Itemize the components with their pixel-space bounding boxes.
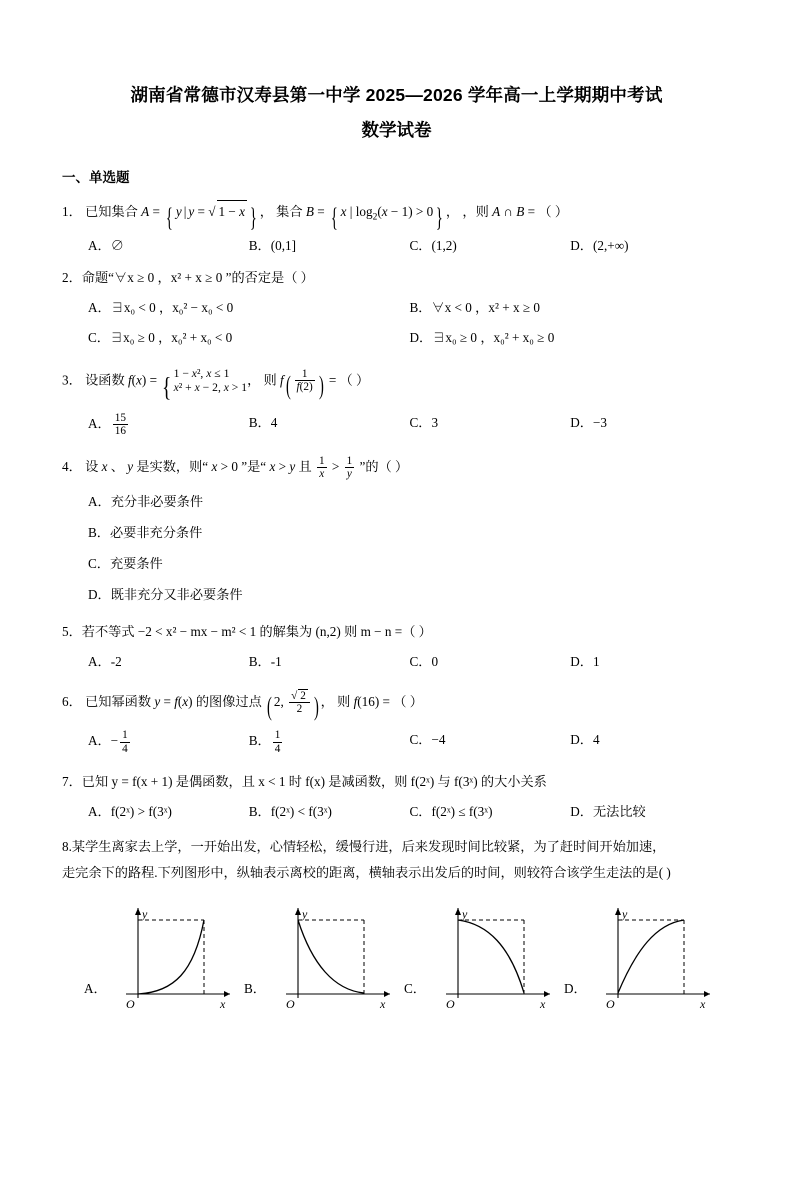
graph-c-svg (428, 898, 558, 1008)
option-c[interactable]: C．∃x₀ ≥ 0 ，x₀² + x₀ < 0 (88, 330, 233, 346)
question-3-stem: 3． 设函数 f(x) = { 1 − x², x ≤ 1 x² + x − 2, x > 1， 则 f( $\frac{1}{f(2)}$ ) = （ ） (62, 366, 370, 402)
question-2-stem-text: 命题“∀x ≥ 0 ，x² + x ≥ 0 ”的否定是（ ） (81, 270, 314, 286)
question-1-options (62, 235, 731, 256)
option-b[interactable]: B．(0,1] (248, 238, 297, 253)
title-line-1: 湖南省常德市汉寿县第一中学 2025—2026 学年高一上学期期中考试 (130, 85, 663, 105)
question-8-graph-options (62, 898, 731, 1008)
question-6-stem: 6． 已知幂函数 y = f(x) 的图像过点 ( 2, $\frac{√ 2}{2}$ ) ， 则 f(16) = （ ） (62, 689, 423, 722)
option-d[interactable]: D．−3 (570, 414, 607, 430)
question-4-options (62, 491, 731, 606)
question-3-stem-pre: 设函数 (85, 372, 125, 388)
question-3-options (62, 412, 731, 438)
question-5-number: 5． (62, 624, 82, 640)
graph-d-label: D． (564, 981, 587, 997)
option-d[interactable]: D．1 (570, 654, 600, 670)
question-6 (62, 689, 731, 755)
option-a[interactable]: A．∅ (88, 238, 124, 253)
section-heading-single-choice: 一、单选题 (62, 170, 130, 186)
option-a[interactable]: A．充分非必要条件 (88, 493, 204, 509)
question-5 (62, 621, 731, 672)
graph-b-o-label: O (286, 996, 295, 1008)
question-6-options (62, 729, 731, 755)
exam-page (0, 82, 793, 1204)
graph-c-label: C． (404, 981, 426, 997)
question-7-number: 7． (62, 773, 82, 789)
option-c[interactable]: C．充要条件 (88, 556, 163, 572)
graph-b-label: B． (244, 981, 266, 997)
option-d[interactable]: D．(2,+∞) (570, 238, 629, 253)
graph-d-o-label: O (606, 996, 615, 1008)
option-c[interactable]: C．f(2ˣ) ≤ f(3ˣ) (409, 804, 493, 819)
graph-option-a[interactable] (84, 898, 238, 1008)
question-8-number: 8. (62, 839, 72, 855)
title-line-2: 数学试卷 (361, 120, 432, 141)
option-a[interactable]: A．-2 (88, 654, 122, 670)
question-1-stem: 1． 已知集合 A = { y | y = √ 1 − x } ， 集合 B = { x | $\log_2(x - 1) > 0$ } ， ，则 A ∩ B = （ ） (62, 201, 569, 232)
graph-b-x-label: x (380, 996, 386, 1008)
graph-a-label: A． (84, 981, 107, 997)
question-5-stem (62, 621, 731, 642)
question-1-stem-post: ，则 (462, 204, 489, 220)
question-7-options (62, 801, 731, 822)
option-b[interactable]: B．f(2ˣ) < f(3ˣ) (248, 804, 332, 819)
option-a[interactable]: A．f(2ˣ) > f(3ˣ) (88, 804, 172, 819)
graph-option-b[interactable] (244, 898, 398, 1008)
option-b[interactable]: B．∀x < 0 ，x² + x ≥ 0 (409, 300, 540, 316)
graph-a-y-label: y (142, 906, 148, 921)
option-b[interactable]: B． $\frac{1}{4}$ (248, 729, 281, 755)
graph-b-y-label: y (302, 906, 308, 921)
option-d[interactable]: D．4 (570, 732, 600, 748)
graph-option-c[interactable] (404, 898, 558, 1008)
graph-c-y-label: y (462, 906, 468, 921)
question-2-options-row-1 (62, 297, 731, 318)
question-4 (62, 455, 731, 605)
question-4-stem: 4． 设 x 、 y 是实数，则“ x > 0 ”是“ x > y 且 $\frac{1}{x}$ > $\frac{1}{y}$ ”的（ ） (62, 455, 409, 481)
option-c[interactable]: C．3 (409, 414, 439, 430)
question-1 (62, 200, 731, 256)
question-8-stem-line-1: 8.某学生离家去上学，一开始出发，心情轻松，缓慢行进，后来发现时间比较紧，为了赶时间开始加速， (62, 839, 666, 855)
graph-c-x-label: x (540, 996, 546, 1008)
option-c[interactable]: C．0 (409, 654, 439, 670)
graph-d-x-label: x (700, 996, 706, 1008)
graph-b-svg (268, 898, 398, 1008)
question-5-options (62, 651, 731, 672)
option-c[interactable]: C．−4 (409, 732, 446, 748)
graph-c-o-label: O (446, 996, 455, 1008)
option-b[interactable]: B．-1 (248, 654, 282, 670)
document-title (0, 82, 793, 142)
graph-a-svg (108, 898, 238, 1008)
question-7-stem-text: 已知 y = f(x + 1) 是偶函数，且 x < 1 时 f(x) 是减函数，则 f(2ˣ) 与 f(3ˣ) 的大小关系 (81, 773, 547, 789)
question-8 (62, 834, 731, 885)
graph-option-d[interactable] (564, 898, 718, 1008)
question-7-stem (62, 771, 731, 792)
graph-d-y-label: y (622, 906, 628, 921)
question-3-number: 3． (62, 372, 82, 388)
option-a[interactable]: A． $\frac{15}{16}$ (88, 411, 126, 437)
question-2 (62, 267, 731, 348)
question-5-stem-text: 若不等式 −2 < x² − mx − m² < 1 的解集为 (n,2) 则 m − n =（ ） (81, 624, 432, 640)
graph-a-o-label: O (126, 996, 135, 1008)
question-2-options-row-2 (62, 327, 731, 348)
graph-d-svg (588, 898, 718, 1008)
question-4-number: 4． (62, 459, 82, 475)
question-2-number: 2． (62, 270, 82, 286)
question-6-number: 6． (62, 693, 82, 709)
question-2-stem (62, 267, 731, 288)
option-b[interactable]: B．4 (248, 414, 278, 430)
question-1-number: 1． (62, 204, 82, 220)
option-a[interactable]: A．∃x₀ < 0 ，x₀² − x₀ < 0 (88, 300, 234, 316)
question-7 (62, 771, 731, 822)
exam-content (62, 168, 731, 1007)
option-c[interactable]: C．(1,2) (409, 238, 457, 253)
option-d[interactable]: D．无法比较 (570, 804, 646, 819)
option-b[interactable]: B．必要非充分条件 (88, 524, 203, 540)
graph-a-x-label: x (220, 996, 226, 1008)
question-3 (62, 367, 731, 438)
question-1-stem-pre: 已知集合 (85, 204, 138, 220)
option-d[interactable]: D．∃x₀ ≥ 0 ，x₀² + x₀ ≥ 0 (409, 330, 555, 346)
question-8-stem-line-2: 走完余下的路程.下列图形中，纵轴表示离校的距离，横轴表示出发后的时间，则较符合该学生走法的是( ) (62, 864, 671, 880)
option-d[interactable]: D．既非充分又非必要条件 (88, 587, 243, 603)
option-a[interactable]: A．− $\frac{1}{4}$ (88, 729, 128, 755)
